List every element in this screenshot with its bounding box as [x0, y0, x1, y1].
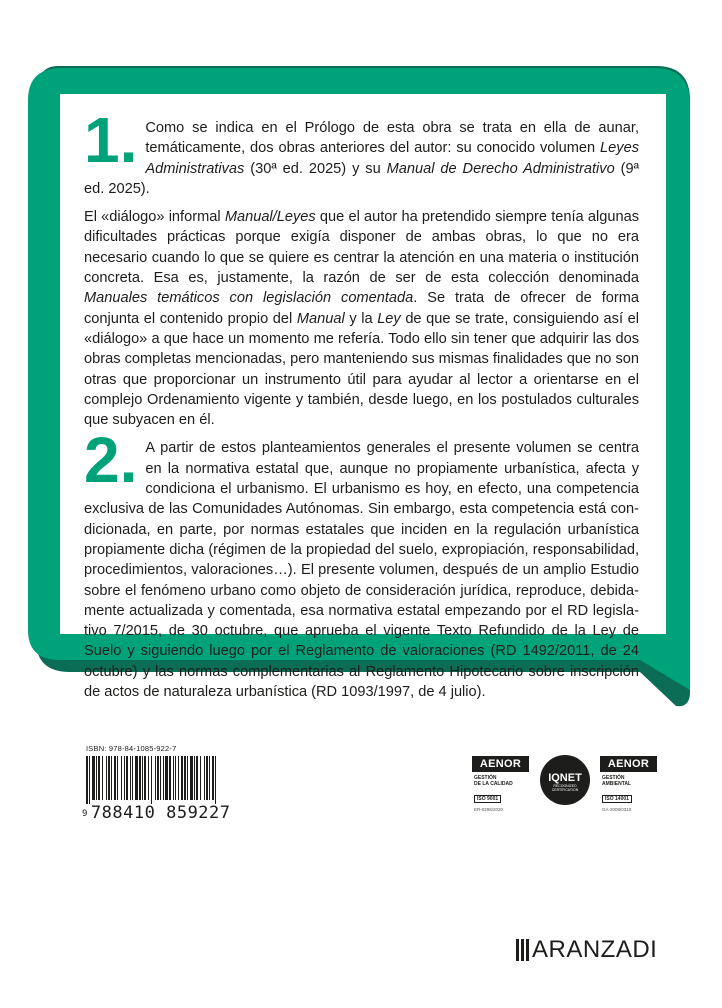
barcode-bar: [98, 756, 100, 800]
section-2-number: 2.: [84, 424, 138, 497]
aenor-number: GA-2008/0310: [602, 807, 632, 812]
barcode-bar: [111, 756, 112, 800]
barcode-bar: [209, 756, 210, 800]
text-run: . Se trata de ofrecer de forma conjunta el contenido propio del: [84, 290, 640, 327]
barcode-bar: [165, 756, 168, 800]
italic-text-run: Manual/Leyes: [224, 209, 316, 226]
section-1-intro: [84, 104, 639, 199]
publisher-logo-bars-icon: [516, 939, 529, 961]
publisher-logo: [516, 936, 657, 964]
barcode-bar: [108, 756, 110, 800]
text-run: de que se trate, consiguiendo así el «diálogo» a que hace un momento me refería. Todo ello sin tener que adquirir las dos obras completas mencionadas, pero manteniendo sus mismas finalidades que no son otras que proporcionar un instrumento útil para ayudar al lector a orientarse en el complejo Ordenamiento vigente y también, desde luego, en los postulados culturales que subyacen en él.: [84, 310, 639, 429]
aenor-environmental-seal: [600, 756, 657, 816]
section-1-body: [84, 207, 639, 430]
barcode-bar: [102, 756, 103, 800]
barcode-bar: [215, 756, 216, 804]
publisher-name: ARANZADI: [532, 936, 658, 963]
barcode-first-digit: 9: [82, 809, 88, 819]
text-run: y la: [344, 310, 378, 327]
aenor-line1: GESTIÓN: [474, 775, 497, 781]
barcode-bar: [178, 756, 179, 800]
aenor-line2: DE LA CALIDAD: [474, 781, 513, 787]
aenor-line1: GESTIÓN: [602, 775, 625, 781]
aenor-quality-seal: [472, 756, 529, 816]
barcode-bar: [181, 756, 183, 800]
barcode-left-digits: 788410: [90, 803, 156, 823]
italic-text-run: Manuales temáticos con legislación comentada: [84, 290, 414, 307]
barcode-bar: [184, 756, 186, 800]
barcode-bar: [196, 756, 198, 800]
barcode-bar: [106, 756, 107, 800]
barcode-bar: [96, 756, 97, 800]
barcode-bar: [124, 756, 125, 800]
barcode-bar: [163, 756, 164, 800]
barcode-bar: [212, 756, 214, 800]
barcode-bar: [206, 756, 208, 800]
italic-text-run: Leyes Administrativas: [145, 140, 639, 177]
barcode-bar: [92, 756, 95, 800]
barcode-bar: [190, 756, 193, 800]
isbn-label: ISBN: 978-84-1085-922-7: [86, 744, 177, 753]
barcode-right-digits: 859227: [166, 803, 231, 823]
barcode-bar: [187, 756, 188, 800]
barcode-bar: [175, 756, 176, 800]
section-2: [84, 424, 639, 702]
barcode-bar: [135, 756, 138, 800]
barcode-bar: [151, 756, 152, 804]
barcode-bar: [160, 756, 161, 800]
barcode-bar: [194, 756, 195, 800]
iqnet-title: IQNET: [548, 772, 582, 784]
text-run: (9ª ed. 2025).: [84, 160, 639, 197]
barcode-bar: [148, 756, 149, 800]
text-run: (30ª ed. 2025) y su: [244, 160, 387, 177]
section-1-number: 1.: [84, 104, 138, 176]
italic-text-run: Manual: [296, 310, 345, 327]
barcode-bar: [126, 756, 128, 800]
iqnet-line2: CERTIFICATION: [551, 788, 579, 792]
italic-text-run: Manual de Derecho Administrativo: [386, 160, 615, 177]
barcode-bar: [139, 756, 141, 800]
barcode: [82, 756, 222, 804]
barcode-bar: [204, 756, 205, 800]
barcode-bar: [155, 756, 156, 800]
barcode-bar: [86, 756, 88, 804]
barcode-bar: [169, 756, 171, 800]
back-cover-text: [84, 104, 640, 702]
barcode-bar: [114, 756, 116, 800]
aenor-title: AENOR: [600, 756, 657, 772]
iqnet-seal: [540, 755, 590, 805]
aenor-title: AENOR: [472, 756, 529, 772]
barcode-bar: [117, 756, 118, 800]
barcode-bar: [142, 756, 143, 800]
text-run: que el autor ha pretendido siempre tenía algunas dificultades prácticas porque exigía disponer de ambas obras, lo que no era necesario cuando lo que se quiere es centrar la atención en una materia o institución concreta. Esa es, justamente, la razón de ser de esta colección denominada: [84, 209, 639, 287]
section-1-intro-text: [84, 120, 639, 197]
aenor-number: ER-0298/2020: [474, 807, 504, 812]
barcode-bar: [121, 756, 122, 800]
barcode-bar: [200, 756, 201, 800]
barcode-bar: [173, 756, 174, 800]
barcode-bar: [144, 756, 146, 800]
barcode-bar: [157, 756, 159, 800]
aenor-code: ISO 14001: [602, 795, 632, 803]
text-run: El «diálogo» informal: [84, 209, 225, 226]
barcode-bar: [132, 756, 133, 800]
iqnet-line1: RECOGNIZED: [553, 784, 577, 788]
text-run: Como se indica en el Prólogo de esta obra se trata en ella de aunar, temáticamente, dos obras anteriores del autor: su conocido volumen: [145, 120, 639, 157]
aenor-code: ISO 9001: [474, 795, 501, 803]
barcode-bar: [130, 756, 131, 800]
barcode-bar: [89, 756, 90, 804]
barcode-digits: [82, 803, 231, 823]
italic-text-run: Ley: [377, 310, 401, 327]
section-2-text: A partir de estos planteamientos generales el presente volumen se centra en la normativa estatal que, aunque no propiamente urbanística, afecta y condiciona el urbanismo. El urbanismo es hoy, en efecto, una competencia exclusiva de las Comunidades Autónomas. Sin embargo, esta competencia está condicionada, en parte, por normas estatales que inciden en la regulación urbanística propiamente dicha (régimen de la propiedad del suelo, expropiación, responsabilidad, procedimientos, valoraciones…). El presente volumen, después de un amplio Estudio sobre el fenómeno urbano como objeto de consideración jurídica, reproduce, debidamente actualizada y comentada, esa normativa estatal empezando por el RD legislativo 7/2015, de 30 octubre, que aprueba el vigente Texto Refundido de la Ley de Suelo y siguiendo luego por el Reglamento de valoraciones (RD 1492/2011, de 24 octubre) y las normas complementarias al Reglamento Hipotecario sobre inscripción de actos de naturaleza urbanística (RD 1093/1997, de 4 julio).: [84, 440, 639, 701]
aenor-line2: AMBIENTAL: [602, 781, 632, 787]
